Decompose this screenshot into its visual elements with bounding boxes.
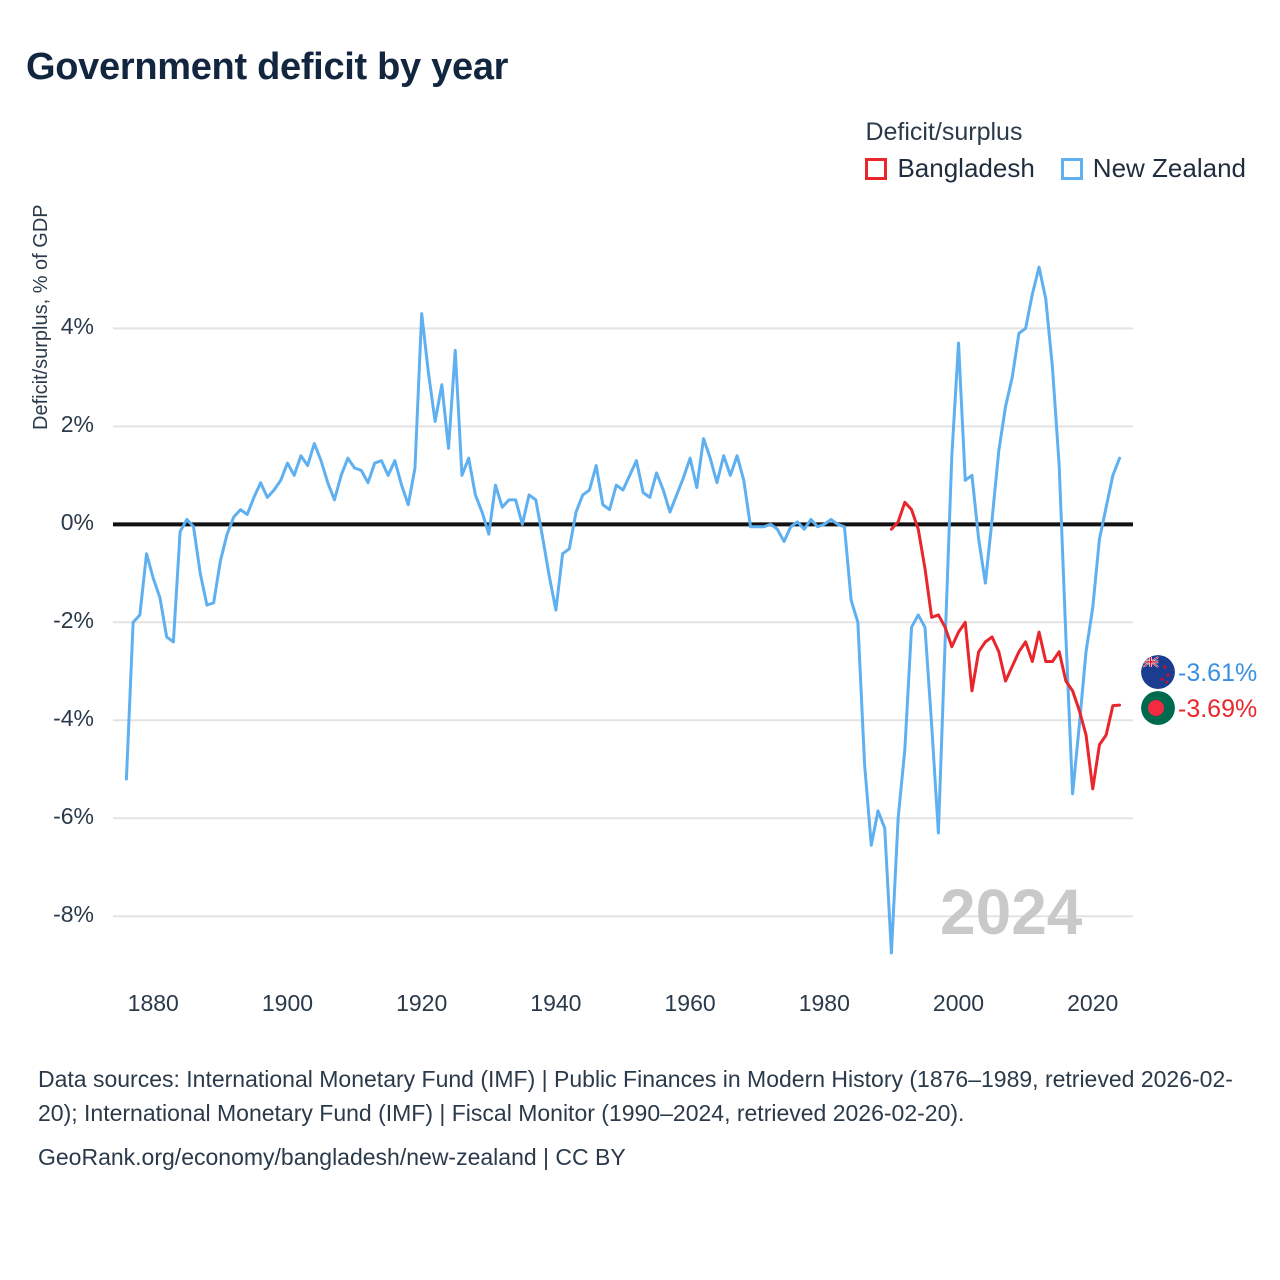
legend-label-bangladesh: Bangladesh [897, 153, 1035, 183]
footer [38, 1062, 1248, 1174]
footer-attribution: GeoRank.org/economy/bangladesh/new-zealand | CC BY [38, 1144, 626, 1170]
watermark-year: 2024 [940, 876, 1083, 948]
y-tick-label: -8% [53, 901, 94, 928]
y-tick-label: 0% [60, 509, 94, 536]
y-tick-label: -2% [53, 607, 94, 634]
page-title: Government deficit by year [26, 46, 509, 88]
flag-bangladesh-icon [1141, 691, 1175, 725]
x-tick-label: 2000 [932, 990, 985, 1016]
y-tick-label: -6% [53, 803, 94, 830]
y-tick-label: 4% [60, 313, 94, 340]
flag-new-zealand-icon [1141, 655, 1175, 689]
x-tick-label: 1900 [261, 990, 314, 1016]
x-tick-label: 1920 [396, 990, 448, 1016]
legend-title: Deficit/surplus [865, 118, 1023, 146]
legend-label-new-zealand: New Zealand [1092, 153, 1246, 183]
y-tick-label: 2% [60, 411, 94, 438]
y-axis-label: Deficit/surplus, % of GDP [30, 204, 52, 430]
x-tick-label: 1980 [798, 990, 850, 1016]
x-tick-label: 1960 [664, 990, 716, 1016]
x-tick-label: 1880 [127, 990, 179, 1016]
x-tick-label: 1940 [530, 990, 582, 1016]
x-tick-label: 2020 [1067, 990, 1119, 1016]
footer-sources: Data sources: International Monetary Fund (IMF) | Public Finances in Modern History (1876–1989, retrieved 2026-02-20); International Monetary Fund (IMF) | Fiscal Monitor (1990–2024, retrieved 2026-02-20). [38, 1066, 1233, 1126]
end-label-bangladesh: -3.69% [1178, 695, 1258, 723]
end-label-new-zealand: -3.61% [1178, 659, 1258, 687]
y-tick-label: -4% [53, 705, 94, 732]
